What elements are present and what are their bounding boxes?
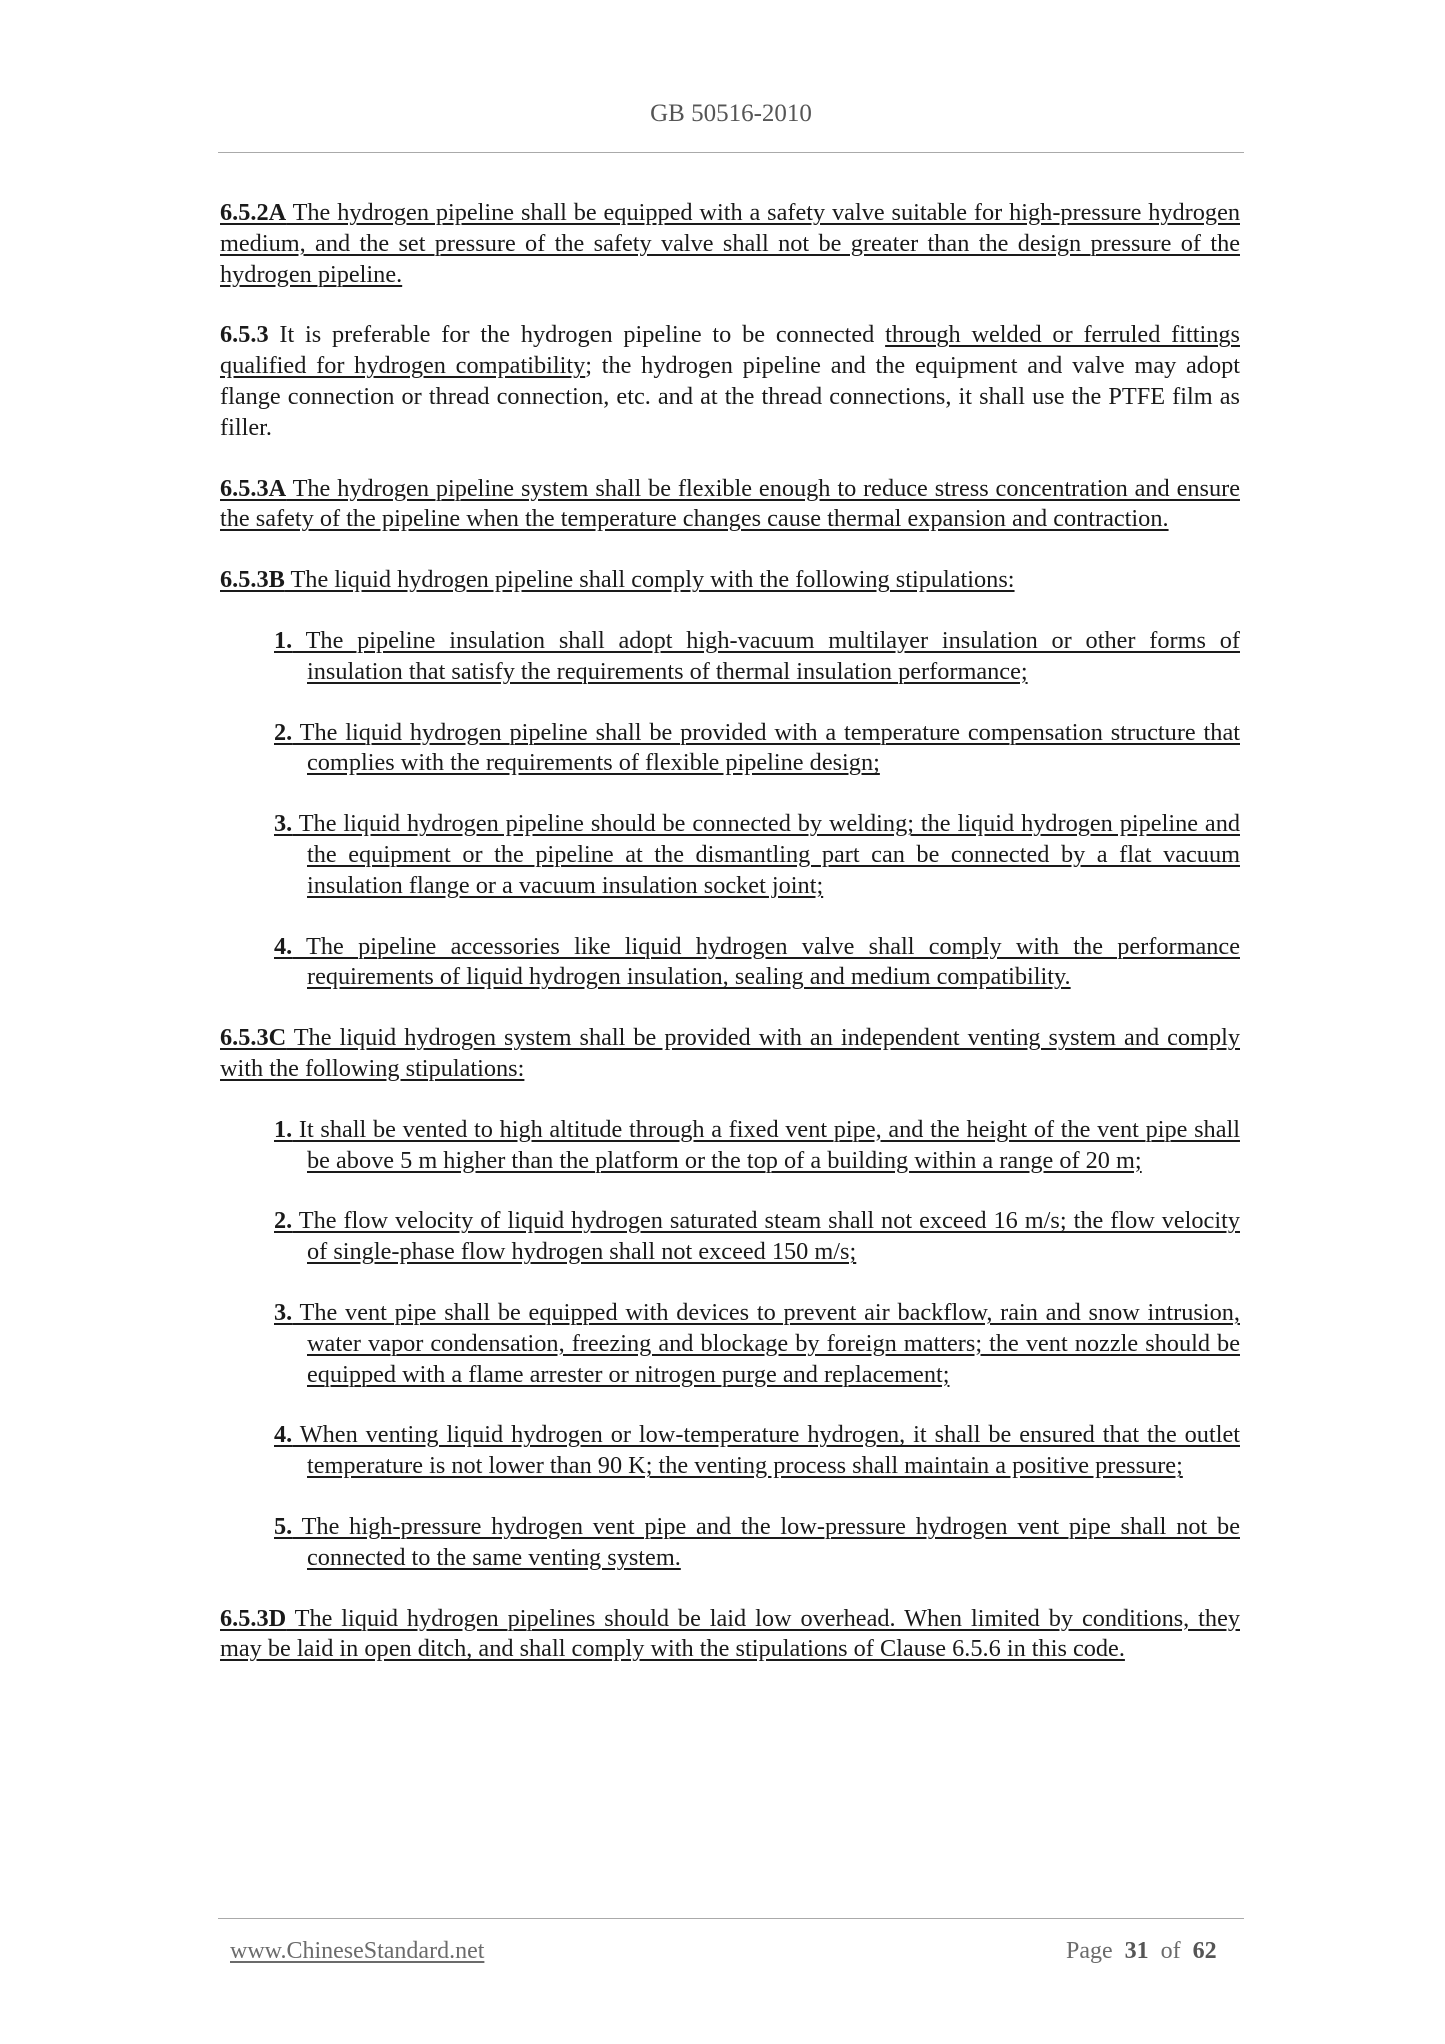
clause-6-5-3C — [220, 1023, 1240, 1085]
website-link[interactable]: www.ChineseStandard.net — [230, 1938, 485, 1964]
item-text: It shall be vented to high altitude through a fixed vent pipe, and the height of the vent pipe shall be above 5 m higher than the platform or the top of a building within a range of 20 m; — [292, 1115, 1240, 1174]
clause-text: The hydrogen pipeline system shall be flexible enough to reduce stress concentration and ensure the safety of the pipeline when the temperature changes cause thermal expansion and contraction. — [220, 474, 1240, 533]
clause-text: It is preferable for the hydrogen pipeline to be connected — [268, 321, 886, 349]
list-item — [274, 809, 1240, 901]
clause-text: The liquid hydrogen system shall be provided with an independent venting system and comply with the following stipulations: — [220, 1024, 1240, 1082]
item-text: The pipeline accessories like liquid hydrogen valve shall comply with the performance requirements of liquid hydrogen insulation, sealing and medium compatibility. — [292, 932, 1240, 991]
item-number: 4. — [274, 1421, 293, 1449]
clause-6-5-3A — [220, 474, 1240, 536]
clause-number: 6.5.3B — [220, 566, 285, 594]
item-number: 4. — [274, 932, 293, 960]
list-item — [274, 1512, 1240, 1574]
list-item — [274, 1115, 1240, 1177]
item-text: The vent pipe shall be equipped with devices to prevent air backflow, rain and snow intrusion, water vapor condensation, freezing and blockage by foreign matters; the vent nozzle should be equipped with a flame arrester or nitrogen purge and replacement; — [292, 1298, 1240, 1388]
item-number: 2. — [274, 1207, 293, 1235]
clause-number: 6.5.3A — [220, 474, 287, 502]
item-number: 2. — [274, 718, 293, 746]
list-item — [274, 932, 1240, 994]
item-text: The flow velocity of liquid hydrogen saturated steam shall not exceed 16 m/s; the flow velocity of single-phase flow hydrogen shall not exceed 150 m/s; — [292, 1207, 1240, 1266]
clause-text: The liquid hydrogen pipelines should be laid low overhead. When limited by conditions, they may be laid in open ditch, and shall comply with the stipulations of Clause 6.5.6 in this code. — [220, 1604, 1240, 1663]
list-item — [274, 718, 1240, 780]
page-number: Page 31 of 62 — [1066, 1938, 1217, 1964]
clause-text-amended: through welded or ferruled fittings qualified for hydrogen compatibility — [220, 321, 1240, 380]
item-text: The high-pressure hydrogen vent pipe and the low-pressure hydrogen vent pipe shall not be connected to the same venting system. — [292, 1512, 1240, 1571]
item-text: When venting liquid hydrogen or low-temperature hydrogen, it shall be ensured that the outlet temperature is not lower than 90 K; the venting process shall maintain a positive pressure; — [292, 1421, 1240, 1480]
item-text: The liquid hydrogen pipeline should be connected by welding; the liquid hydrogen pipeline and the equipment or the pipeline at the dismantling part can be connected by a flat vacuum insulation flange or a vacuum insulation socket joint; — [292, 810, 1240, 899]
list-item — [274, 1206, 1240, 1268]
item-text: The liquid hydrogen pipeline shall be provided with a temperature compensation structure that complies with the requirements of flexible pipeline design; — [292, 718, 1240, 777]
item-number: 1. — [274, 1115, 293, 1143]
item-number: 5. — [274, 1512, 293, 1540]
clause-text: The liquid hydrogen pipeline shall comply with the following stipulations: — [284, 566, 1015, 594]
item-number: 3. — [274, 810, 293, 838]
clause-6-5-3D — [220, 1604, 1240, 1666]
clause-number: 6.5.3D — [220, 1604, 287, 1632]
list-item — [274, 626, 1240, 688]
clause-6-5-2A — [220, 198, 1240, 290]
document-header: GB 50516-2010 — [650, 100, 812, 127]
clause-number: 6.5.2A — [220, 199, 287, 226]
clause-6-5-3 — [220, 320, 1240, 443]
footer-divider — [218, 1918, 1244, 1919]
item-text: The pipeline insulation shall adopt high-vacuum multilayer insulation or other forms of insulation that satisfy the requirements of thermal insulation performance; — [292, 626, 1240, 685]
item-number: 1. — [274, 626, 293, 654]
clause-6-5-3B — [220, 565, 1240, 596]
list-item — [274, 1298, 1240, 1390]
clause-number: 6.5.3C — [220, 1024, 287, 1052]
clause-text: The hydrogen pipeline shall be equipped with a safety valve suitable for high-pressure hydrogen medium, and the set pressure of the safety valve shall not be greater than the design pressure of the hydrogen pipeline. — [220, 199, 1240, 288]
list-item — [274, 1420, 1240, 1482]
item-number: 3. — [274, 1298, 293, 1326]
clause-number: 6.5.3 — [220, 321, 269, 349]
header-divider — [218, 152, 1244, 153]
clause-text: ; the hydrogen pipeline and the equipment and valve may adopt flange connection or thread connection, etc. and at the thread connections, it shall use the PTFE film as filler. — [220, 352, 1240, 441]
page-content — [220, 198, 1240, 1695]
